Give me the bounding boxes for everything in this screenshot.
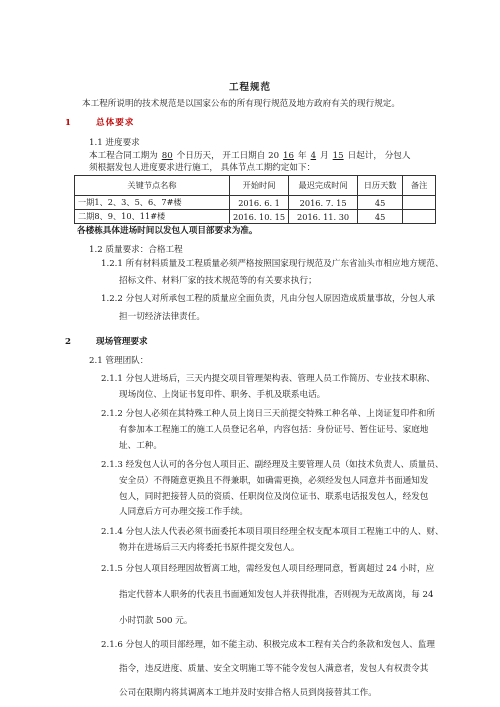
table-row (75, 196, 436, 210)
clause-2-1-5-line: 指定代替本人职务的代表且书面通知发包人并获得批准，否则视为无故离岗，每 24 (119, 590, 434, 600)
start-month: 4 (310, 151, 317, 161)
intro-paragraph: 本工程所说明的技术规范是以国家公布的所有现行规范及地方政府有关的现行规定。 (82, 99, 400, 109)
header-cell: 最迟完成时间 (289, 176, 358, 196)
schedule-sentence-1 (89, 151, 411, 162)
clause-2-1-4-line: 物并在进场后三天内将委托书原件提交发包人。 (119, 543, 300, 553)
header-cell: 日历天数 (358, 176, 403, 196)
team-subheading: 2.1 管理团队： (89, 356, 149, 366)
section-1-number: 1 (65, 118, 71, 128)
clause-2-1-3-line: 包人，同时把接替人员的资质、任职岗位及岗位证书、联系电话报发包人，经发包 (119, 492, 429, 502)
table-cell: 2016. 6. 1 (230, 196, 289, 210)
clause-2-1-2-line: 有参加本工程施工的施工人员登记名单，内容包括：身份证号、暂住证号、家庭地 (119, 425, 429, 435)
quality-subheading: 1.2 质量要求：合格工程 (89, 245, 183, 255)
table-cell: 一期1、2、3、5、6、7#楼 (75, 196, 230, 210)
clause-2-1-4-line: 2.1.4 分包人法人代表必须书面委托本项目项目经理全权支配本项目工程施工中的人、财、 (101, 527, 444, 537)
table-cell: 45 (358, 196, 403, 210)
table-row (75, 210, 436, 224)
document-title: 工程规范 (228, 82, 271, 93)
clause-2-1-5-line: 2.1.5 分包人项目经理因故暂离工地，需经发包人项目经理同意，暂离超过 24 小时，应 (101, 564, 435, 574)
clause-2-1-2-line: 址、工种。 (119, 441, 162, 451)
text-fragment: 年 (297, 151, 307, 161)
text-fragment: 本工程合同工期为 (89, 151, 158, 161)
text-fragment: 月 (320, 151, 329, 161)
clause-2-1-3-line: 2.1.3 经发包人认可的各分包人项目正、副经理及主要管理人员（如技术负责人、质量员、 (101, 460, 444, 470)
text-fragment: 日起计， 分包人 (347, 151, 411, 161)
clause-2-1-2-line: 2.1.2 分包人必须在其特殊工种人员上岗日三天前提交特殊工种名单、上岗证复印件和所 (101, 409, 435, 419)
table-cell: 二期8、9、10、11#楼 (75, 210, 230, 224)
milestone-table (74, 175, 436, 224)
contract-days: 80 (161, 151, 173, 161)
start-day: 15 (332, 151, 344, 161)
section-1-heading: 总体要求 (96, 118, 135, 128)
start-year: 16 (283, 151, 294, 161)
clause-1-2-1-line: 1.2.1 所有材料质量及工程质量必须严格按照国家现行规范及广东省汕头市相应地方规范、 (101, 259, 444, 269)
header-cell: 关键节点名称 (75, 176, 230, 196)
section-2-number: 2 (65, 337, 71, 347)
clause-2-1-5-line: 小时罚款 500 元。 (119, 616, 193, 626)
clause-2-1-6-line: 指令，违反进度、质量、安全文明施工等不能令发包人满意者，发包人有权责令其 (119, 664, 429, 674)
clause-2-1-3-line: 安全员）不得随意更换且不得兼职，如确需更换，必须经发包人同意并书面通知发 (119, 476, 429, 486)
clause-2-1-3-line: 人同意后方可办理交接工作手续。 (119, 507, 248, 517)
header-cell: 备注 (403, 176, 436, 196)
table-cell (403, 210, 436, 224)
table-cell: 2016. 11. 30 (289, 210, 358, 224)
schedule-sentence-2: 须根据发包人进度要求进行施工， 具体节点工期约定如下： (89, 163, 316, 173)
table-header-row (75, 176, 436, 196)
table-cell: 45 (358, 210, 403, 224)
table-cell (403, 196, 436, 210)
clause-1-2-2-line: 1.2.2 分包人对所承包工程的质量应全面负责，凡由分包人原因造成质量事故，分包人承 (101, 294, 435, 304)
clause-2-1-1-line: 现场岗位、上岗证书复印件、职务、手机及联系电话。 (119, 390, 326, 400)
table-cell: 2016. 10. 15 (230, 210, 289, 224)
clause-2-1-6-line: 2.1.6 分包人的项目部经理，如不能主动、积极完成本工程有关合约条款和发包人、监理 (101, 640, 435, 650)
clause-1-2-2-line: 担一切经济法律责任。 (119, 312, 205, 322)
text-fragment: 个日历天， 开工日期自 20 (176, 151, 280, 161)
header-cell: 开始时间 (230, 176, 289, 196)
section-2-heading: 现场管理要求 (96, 337, 148, 347)
clause-1-2-1-line: 招标文件、材料厂家的技术规范等的有关要求执行； (119, 276, 317, 286)
table-cell: 2016. 7. 15 (289, 196, 358, 210)
progress-subheading: 1.1 进度要求 (89, 138, 140, 148)
entry-time-note: 各楼栋具体进场时间以发包人项目部要求为准。 (77, 226, 258, 236)
clause-2-1-6-line: 公司在限期内将其调离本工地并及时安排合格人员到岗接替其工作。 (119, 688, 377, 698)
clause-2-1-1-line: 2.1.1 分包人进场后，三天内提交项目管理架构表、管理人员工作简历、专业技术职称、 (101, 374, 435, 384)
